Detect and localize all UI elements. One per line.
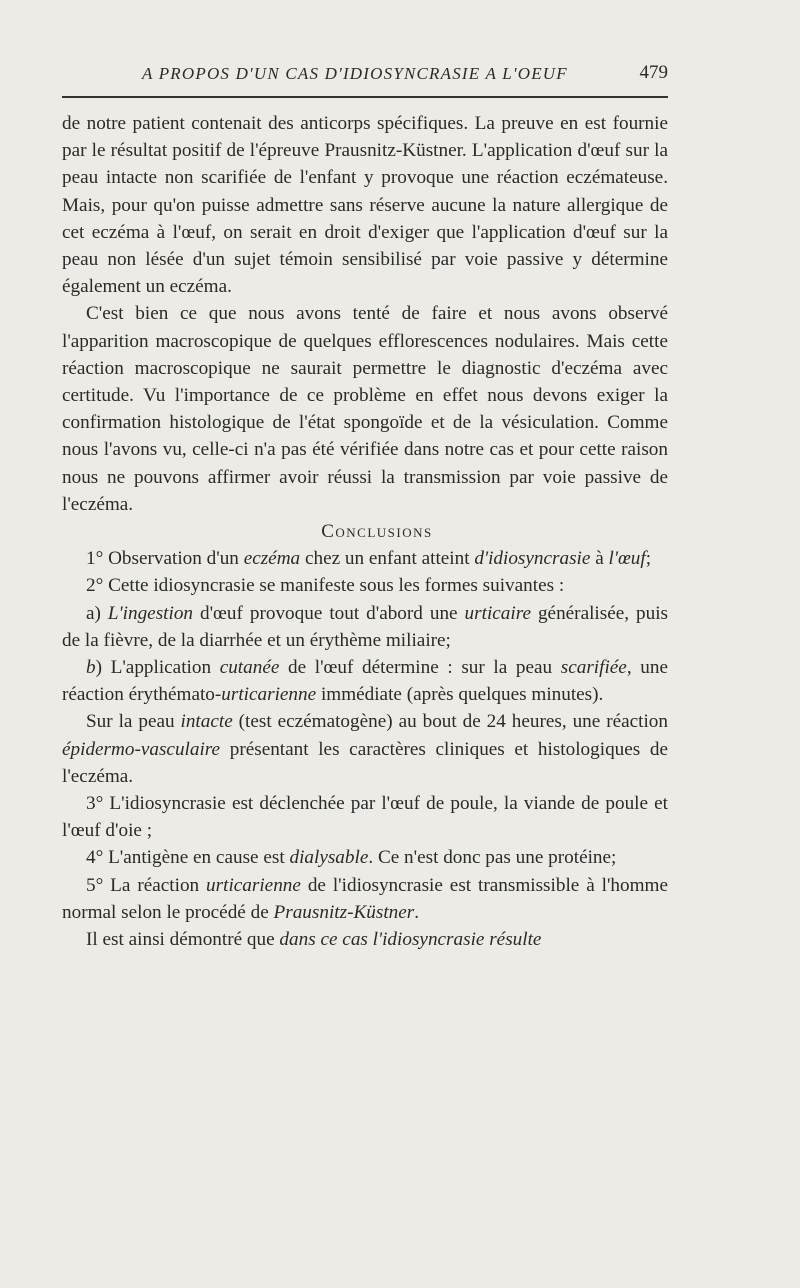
text-run: chez un enfant atteint (300, 548, 475, 570)
paragraph-2: C'est bien ce que nous avons tenté de faire et nous avons observé l'apparition macroscopique de quelques efflorescences nodulaires. Mais cette réaction macroscopique ne saurait permettre le diagnostic d'eczéma avec certitude. Vu l'importance de ce problème en effet nous devons exiger la confirmation histologique de l'état spongoïde et de la vésiculation. Comme nous l'avons vu, celle-ci n'a pas été vérifiée dans notre cas et pour cette raison nous ne pouvons affirmer avoir réussi la transmission par voie passive de l'eczéma. (62, 303, 668, 515)
italic-run: scarifiée (560, 657, 627, 679)
text-run: ) L'application (95, 657, 220, 679)
text-run: 4° L'antigène en cause est (86, 847, 290, 869)
body-text (62, 110, 668, 953)
conclusion-2b (62, 654, 668, 708)
italic-run: intacte (180, 711, 233, 733)
text-run: 1° Observation d'un (86, 548, 244, 570)
text-run: immédiate (après quelques minutes). (316, 684, 604, 706)
italic-run: urticarienne (221, 684, 317, 706)
text-run: 5° La réaction (86, 874, 207, 896)
italic-run: dans ce cas l'idiosyncrasie résulte (279, 929, 542, 951)
conclusion-2c (62, 708, 668, 790)
text-run: Il est ainsi démontré que (86, 929, 280, 951)
text-run: Sur la peau (86, 711, 181, 733)
conclusion-3: 3° L'idiosyncrasie est déclenchée par l'œuf de poule, la viande de poule et l'œuf d'oie ; (62, 793, 668, 842)
italic-run: épidermo-vasculaire (62, 738, 221, 760)
conclusion-5 (62, 872, 668, 926)
paragraph-1: de notre patient contenait des anticorps spécifiques. La preuve en est fournie par le résultat positif de l'épreuve Prausnitz-Küstner. L'application d'œuf sur la peau intacte non scarifiée de l'enfant y provoque une réaction eczémateuse. Mais, pour qu'on puisse admettre sans réserve aucune la nature allergique de cet eczéma à l'œuf, on serait en droit d'exiger que l'application d'œuf sur la peau non lésée d'un sujet témoin sensibilisé par voie passive y détermine également un eczéma. (62, 113, 668, 298)
text-run: a) (86, 602, 108, 624)
italic-run: b (86, 657, 96, 679)
conclusion-2: 2° Cette idiosyncrasie se manifeste sous les formes suivantes : (86, 575, 565, 597)
italic-run: Prausnitz-Küstner (273, 901, 415, 923)
conclusion-4 (62, 844, 668, 871)
text-run: . (414, 901, 420, 923)
final-paragraph (62, 926, 668, 953)
text-run: (test eczématogène) au bout de 24 heures, une réaction (232, 711, 668, 733)
section-heading-conclusions: Conclusions (321, 521, 433, 543)
italic-run: L'ingestion (107, 602, 194, 624)
page-number: 479 (639, 62, 668, 83)
italic-run: urticaire (464, 602, 531, 624)
text-run: ; (645, 548, 652, 570)
text-run: , une réaction érythémato- (62, 657, 668, 706)
italic-run: d'idiosyncrasie (474, 548, 591, 570)
running-title: A PROPOS D'UN CAS D'IDIOSYNCRASIE A L'OEUF (142, 64, 568, 83)
running-head (62, 60, 668, 90)
text-run: de l'œuf détermine : sur la peau (279, 657, 561, 679)
italic-run: l'œuf (608, 548, 646, 570)
italic-run: urticarienne (206, 874, 301, 896)
text-run: d'œuf provoque tout d'abord une (193, 602, 465, 624)
text-run: . Ce n'est donc pas une protéine; (368, 847, 617, 869)
conclusion-1 (62, 545, 668, 572)
text-run: à (590, 548, 609, 570)
italic-run: cutanée (219, 657, 280, 679)
text-run: généralisée, puis de la fièvre, de la diarrhée et un érythème miliaire; (62, 602, 669, 651)
italic-run: eczéma (243, 548, 301, 570)
text-run: de l'idiosyncrasie est transmissible à l'homme normal selon le procédé de (62, 874, 668, 923)
conclusion-2a (62, 600, 668, 654)
header-rule (62, 96, 668, 98)
italic-run: dialysable (289, 847, 369, 869)
text-run: présentant les caractères cliniques et histologiques de l'eczéma. (62, 738, 668, 787)
